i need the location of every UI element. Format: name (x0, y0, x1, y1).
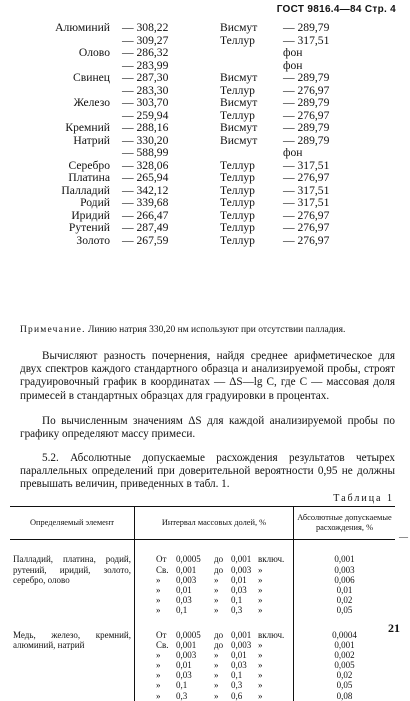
reference-wavelength: — 276,97 (283, 108, 330, 122)
interval-part: включ. (258, 629, 285, 640)
interval-part: » (258, 574, 263, 585)
interval-part: 0,001 (176, 639, 197, 650)
element-cell: Медь, железо, кремний, алюминий, натрий (10, 616, 135, 701)
tolerance-cell (294, 540, 396, 616)
tolerance-value: 0,0004 (332, 629, 357, 640)
line-pair-row (8, 35, 408, 48)
element-wavelength: — 287,30 (122, 71, 169, 84)
interval-part: 0,3 (231, 605, 243, 616)
line-pair-row (8, 60, 408, 73)
interval-part: » (156, 690, 161, 701)
interval-part: » (258, 680, 263, 691)
tolerance-table (10, 506, 395, 701)
reference-wavelength: фон (283, 58, 303, 72)
reference-element: Теллур (220, 183, 255, 197)
element-name: Натрий (73, 133, 110, 147)
interval-part: 0,0005 (176, 629, 201, 640)
interval-part: до (214, 629, 224, 640)
interval-part: 0,03 (231, 660, 247, 671)
reference-wavelength: — 289,79 (283, 71, 330, 84)
interval-part: » (258, 649, 263, 660)
interval-part: 0,01 (231, 649, 247, 660)
line-pair-row (8, 147, 408, 160)
page-header: ГОСТ 9816.4—84 Стр. 4 (276, 4, 396, 15)
reference-wavelength: — 317,51 (283, 33, 330, 47)
interval-part: 0,3 (231, 680, 243, 691)
reference-wavelength: — 289,79 (283, 96, 330, 109)
interval-part: » (258, 690, 263, 701)
line-pair-row (8, 197, 408, 210)
line-pair-row (8, 222, 408, 235)
tolerance-value: 0,05 (336, 680, 353, 691)
interval-line (138, 605, 290, 615)
element-name: Родий (80, 196, 110, 209)
element-wavelength: — 303,70 (122, 96, 169, 109)
element-name: Рутений (68, 221, 110, 234)
note-label: Примечание. (20, 325, 86, 335)
reference-element: Висмут (220, 96, 258, 109)
line-pair-row (8, 235, 408, 248)
reference-wavelength: фон (283, 46, 303, 59)
line-pair-row (8, 135, 408, 148)
interval-part: » (214, 680, 219, 691)
interval-part: 0,1 (176, 605, 188, 616)
interval-part: » (156, 649, 161, 660)
interval-line (138, 630, 290, 640)
tolerance-value: 0,05 (336, 605, 353, 616)
interval-part: 0,01 (231, 574, 247, 585)
reference-wavelength: — 317,51 (283, 158, 330, 172)
interval-part: » (156, 680, 161, 691)
tolerance-value: 0,001 (334, 554, 355, 565)
line-pair-row (8, 210, 408, 223)
tolerance-value: 0,02 (336, 595, 353, 606)
interval-line (138, 585, 290, 595)
element-wavelength: — 342,12 (122, 183, 169, 197)
interval-part: » (214, 660, 219, 671)
reference-wavelength: — 276,97 (283, 171, 330, 184)
interval-part: » (156, 574, 161, 585)
line-pair-row (8, 22, 408, 35)
reference-wavelength: — 276,97 (283, 208, 330, 222)
reference-element: Висмут (220, 71, 258, 84)
reference-wavelength: — 317,51 (283, 196, 330, 209)
element-wavelength: — 288,16 (122, 121, 169, 134)
table-caption: Таблица 1 (333, 493, 394, 504)
interval-part: 0,6 (231, 690, 243, 701)
header-interval: Интервал массовых долей, % (135, 507, 294, 540)
tolerance-cell (294, 616, 396, 701)
element-wavelength: — 265,94 (122, 171, 169, 184)
reference-wavelength: — 289,79 (283, 21, 330, 34)
reference-wavelength: — 317,51 (283, 183, 330, 197)
header-element: Определяемый элемент (10, 507, 135, 540)
interval-line (138, 691, 290, 701)
interval-line (138, 650, 290, 660)
element-name: Олово (78, 46, 110, 59)
element-wavelength: — 308,22 (122, 21, 169, 34)
margin-mark: — (399, 532, 408, 542)
interval-part: » (156, 670, 161, 681)
interval-part: 0,001 (176, 564, 197, 575)
interval-part: 0,003 (176, 649, 197, 660)
interval-part: 0,001 (231, 554, 252, 565)
interval-part: Св. (156, 639, 169, 650)
line-pair-row (8, 72, 408, 85)
tolerance-value: 0,01 (336, 584, 353, 595)
interval-part: » (156, 605, 161, 616)
element-name: Свинец (73, 71, 110, 84)
page-number: 21 (388, 621, 400, 635)
note (20, 325, 390, 336)
interval-part: » (258, 584, 263, 595)
table-row (10, 540, 395, 616)
element-name: Иридий (71, 208, 110, 222)
reference-wavelength: — 289,79 (283, 121, 330, 134)
interval-part: » (214, 595, 219, 606)
tolerance-value: 0,006 (334, 574, 355, 585)
element-name: Серебро (68, 158, 110, 172)
paragraph-calculation: Вычисляют разность почернения, найдя среднее арифметическое для двух спектров каждого стандартного образца и анализируемой пробы, строят градуировочный график в координатах — ΔS—lg C, где C — массовая доля примесей в стандартных образцах для градуировки в процентах. (20, 350, 395, 402)
interval-line (138, 670, 290, 680)
interval-part: От (156, 554, 167, 565)
interval-line (138, 660, 290, 670)
interval-part: » (156, 595, 161, 606)
header-tolerance: Абсолютные допускаемые расхождения, % (294, 507, 396, 540)
element-wavelength: — 309,27 (122, 33, 169, 47)
interval-part: 0,01 (176, 660, 192, 671)
element-wavelength: — 339,68 (122, 196, 169, 209)
tolerance-value: 0,005 (334, 660, 355, 671)
interval-part: 0,003 (231, 564, 252, 575)
interval-part: » (214, 649, 219, 660)
paragraph-graph: По вычисленным значениям ΔS для каждой анализируемой пробы по графику определяют массу примеси. (20, 415, 395, 441)
line-pair-row (8, 85, 408, 98)
interval-line (138, 595, 290, 605)
interval-part: » (258, 605, 263, 616)
line-pair-row (8, 47, 408, 60)
analytical-line-pairs (8, 22, 408, 247)
element-wavelength: — 286,32 (122, 46, 169, 59)
note-text: Линию натрия 330,20 нм используют при отсутствии палладия. (85, 325, 346, 335)
interval-part: включ. (258, 554, 285, 565)
interval-part: 0,1 (231, 595, 243, 606)
interval-part: 0,03 (176, 595, 192, 606)
interval-cell (135, 616, 294, 701)
element-wavelength: — 283,30 (122, 83, 169, 97)
interval-part: » (258, 564, 263, 575)
element-wavelength: — 266,47 (122, 208, 169, 222)
line-pair-row (8, 97, 408, 110)
reference-element: Теллур (220, 108, 255, 122)
interval-part: » (156, 660, 161, 671)
interval-part: до (214, 554, 224, 565)
reference-wavelength: — 276,97 (283, 221, 330, 234)
interval-line (138, 575, 290, 585)
interval-line (138, 565, 290, 575)
interval-part: » (214, 605, 219, 616)
interval-part: 0,01 (176, 584, 192, 595)
interval-part: Св. (156, 564, 169, 575)
interval-part: » (258, 660, 263, 671)
table-row (10, 616, 395, 701)
reference-wavelength: — 276,97 (283, 233, 330, 247)
reference-element: Теллур (220, 33, 255, 47)
paragraph-5-2: 5.2. Абсолютные допускаемые расхождения результатов четырех параллельных определений при доверительной вероятности 0,95 не должны превышать величин, приведенных в табл. 1. (20, 452, 395, 491)
tolerance-value: 0,003 (334, 564, 355, 575)
table-header-row (10, 507, 395, 540)
reference-element: Теллур (220, 158, 255, 172)
reference-element: Висмут (220, 121, 258, 134)
interval-part: 0,1 (231, 670, 243, 681)
interval-part: 0,3 (176, 690, 188, 701)
reference-element: Висмут (220, 133, 258, 147)
interval-part: 0,001 (231, 629, 252, 640)
tolerance-value: 0,001 (334, 639, 355, 650)
interval-cell (135, 540, 294, 616)
reference-wavelength: — 276,97 (283, 83, 330, 97)
interval-line (138, 554, 290, 564)
reference-element: Теллур (220, 196, 255, 209)
element-wavelength: — 330,20 (122, 133, 169, 147)
interval-part: 0,03 (176, 670, 192, 681)
element-wavelength: — 588,99 (122, 146, 169, 159)
reference-element: Теллур (220, 221, 255, 234)
line-pair-row (8, 172, 408, 185)
element-cell: Палладий, платина, родий, рутений, иридий, золото, серебро, олово (10, 540, 135, 616)
element-wavelength: — 283,99 (122, 58, 169, 72)
element-name: Алюминий (55, 21, 110, 34)
tolerance-value: 0,002 (334, 649, 355, 660)
element-wavelength: — 267,59 (122, 233, 169, 247)
interval-part: 0,003 (176, 574, 197, 585)
interval-part: » (258, 670, 263, 681)
interval-part: до (214, 639, 224, 650)
interval-part: 0,03 (231, 584, 247, 595)
interval-part: 0,003 (231, 639, 252, 650)
element-wavelength: — 259,94 (122, 108, 169, 122)
element-wavelength: — 287,49 (122, 221, 169, 234)
interval-part: до (214, 564, 224, 575)
interval-line (138, 640, 290, 650)
tolerance-value: 0,02 (336, 670, 353, 681)
interval-part: » (258, 595, 263, 606)
line-pair-row (8, 185, 408, 198)
interval-part: » (214, 584, 219, 595)
interval-part: » (214, 670, 219, 681)
line-pair-row (8, 122, 408, 135)
reference-element: Теллур (220, 233, 255, 247)
interval-part: » (156, 584, 161, 595)
element-name: Золото (76, 233, 110, 247)
interval-part: » (214, 574, 219, 585)
element-wavelength: — 328,06 (122, 158, 169, 172)
reference-element: Теллур (220, 171, 255, 184)
reference-element: Теллур (220, 208, 255, 222)
reference-element: Висмут (220, 21, 258, 34)
interval-part: » (214, 690, 219, 701)
interval-line (138, 680, 290, 690)
element-name: Кремний (65, 121, 110, 134)
element-name: Платина (68, 171, 110, 184)
tolerance-value: 0,08 (336, 690, 353, 701)
element-name: Палладий (61, 183, 110, 197)
interval-part: 0,1 (176, 680, 188, 691)
interval-part: 0,0005 (176, 554, 201, 565)
interval-part: » (258, 639, 263, 650)
reference-wavelength: фон (283, 146, 303, 159)
reference-wavelength: — 289,79 (283, 133, 330, 147)
element-name: Железо (73, 96, 110, 109)
interval-part: От (156, 629, 167, 640)
reference-element: Теллур (220, 83, 255, 97)
